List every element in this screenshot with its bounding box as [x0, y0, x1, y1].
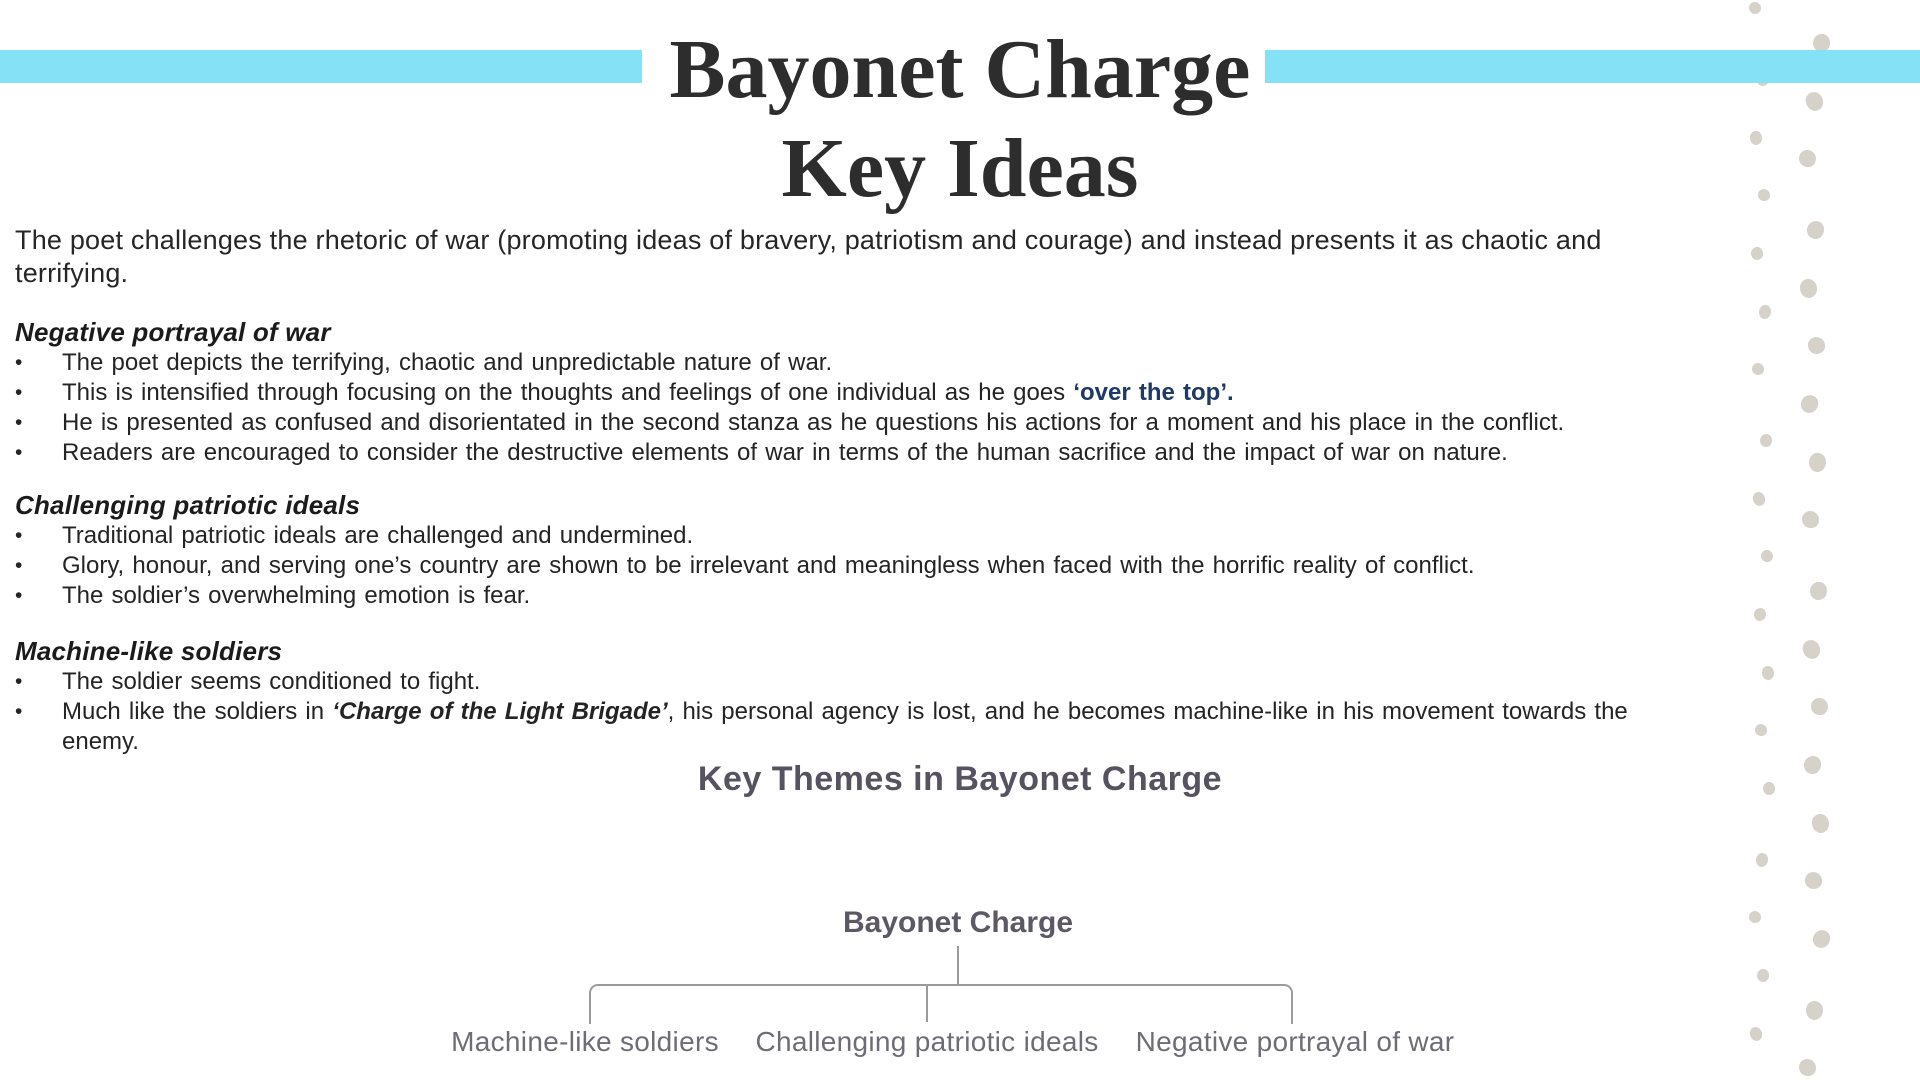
intro-paragraph: The poet challenges the rhetoric of war (promoting ideas of bravery, patriotism and courage) and instead presents it as chaotic and terrifying.: [15, 225, 1602, 288]
bullet-marker: •: [15, 441, 23, 464]
decorative-dot: [1759, 548, 1774, 563]
bullet-item: [15, 438, 1705, 468]
decorative-dot: [1757, 304, 1772, 321]
bullet-list: [15, 667, 1705, 757]
decorative-dot: [1809, 696, 1830, 717]
decorative-dot: [1753, 607, 1767, 622]
highlighted-text-segment: ‘over the top’.: [1073, 379, 1234, 406]
decorative-dot: [1752, 491, 1767, 507]
bullet-item: [15, 667, 1705, 697]
diagram-middle-stem-line: [926, 986, 928, 1022]
bullet-marker: •: [15, 554, 23, 577]
bullet-item: [15, 348, 1705, 378]
bullet-item: [15, 697, 1705, 757]
bullet-item: [15, 551, 1705, 581]
bullet-text: [62, 667, 1705, 697]
diagram-bracket-line: [589, 984, 1293, 1024]
decorative-dot: [1803, 870, 1823, 890]
decorative-dot: [1802, 511, 1819, 528]
section-heading: Machine-like soldiers: [15, 636, 283, 666]
decorative-dot: [1799, 393, 1821, 416]
bullet-list: [15, 521, 1705, 611]
bullet-marker: •: [15, 700, 23, 723]
diagram-root-node: Bayonet Charge: [842, 906, 1074, 939]
bullet-item: [15, 521, 1705, 551]
bullet-item: [15, 378, 1705, 408]
decorative-dot: [1806, 220, 1825, 240]
decorative-dot: [1799, 1059, 1816, 1076]
text-segment: He is presented as confused and disorientated in the second stanza as he questions his actions for a moment and his place in the conflict.: [62, 409, 1565, 436]
text-segment: Much like the soldiers in: [62, 698, 333, 725]
bullet-text: [62, 438, 1705, 468]
content-section: [15, 316, 1721, 468]
decorative-dot: [1805, 1000, 1825, 1021]
bullet-text: [62, 348, 1705, 378]
bullet-text: [62, 521, 1705, 551]
text-segment: The soldier’s overwhelming emotion is fear.: [62, 582, 531, 609]
diagram-title: Key Themes in Bayonet Charge: [697, 760, 1223, 798]
decorative-dot: [1800, 279, 1818, 299]
text-segment: The poet depicts the terrifying, chaotic and unpredictable nature of war.: [62, 349, 833, 376]
decorative-dot: [1807, 452, 1827, 474]
bullet-text: [62, 378, 1705, 408]
bullet-marker: •: [15, 524, 23, 547]
diagram-child-challenging-patriotic-ideals: Challenging patriotic ideals: [755, 1026, 1099, 1057]
highlighted-text-segment: ‘Charge of the Light Brigade’: [332, 698, 668, 725]
decorative-dot: [1749, 1026, 1764, 1042]
bullet-marker: •: [15, 381, 23, 404]
bullet-marker: •: [15, 351, 23, 374]
sections-container: [15, 316, 1721, 757]
bullet-item: [15, 581, 1705, 611]
bullet-list: [15, 348, 1705, 468]
decorative-dot: [1762, 666, 1774, 680]
text-segment: Traditional patriotic ideals are challenged and undermined.: [62, 522, 694, 549]
text-segment: The soldier seems conditioned to fight.: [62, 668, 481, 695]
decorative-dot: [1754, 723, 1768, 737]
decorative-dot: [1751, 362, 1764, 375]
decorative-dot: [1811, 928, 1833, 950]
decorative-dot: [1747, 0, 1762, 15]
text-segment: , his personal agency is lost, and he becomes machine-like in his movement towards the enemy.: [62, 698, 1628, 755]
decorative-dot: [1809, 581, 1828, 601]
bullet-text: [62, 551, 1705, 581]
text-segment: Glory, honour, and serving one’s country are shown to be irrelevant and meaningless when faced with the horrific reality of conflict.: [62, 552, 1475, 579]
decorative-dot: [1760, 434, 1773, 448]
bullet-marker: •: [15, 584, 23, 607]
decorative-dot: [1806, 335, 1826, 355]
diagram-child-negative-portrayal-of-war: Negative portrayal of war: [1135, 1026, 1455, 1057]
bullet-text: [62, 408, 1705, 438]
slide-title: [0, 20, 1920, 218]
content-section: [15, 489, 1721, 611]
decorative-dot: [1749, 246, 1764, 262]
section-heading: Challenging patriotic ideals: [15, 490, 361, 520]
slide-body: [15, 224, 1721, 757]
text-segment: This is intensified through focusing on the thoughts and feelings of one individual as he goes: [62, 379, 1074, 406]
decorative-dot: [1754, 852, 1769, 868]
bullet-item: [15, 408, 1705, 438]
decorative-dot: [1801, 638, 1823, 661]
diagram-child-machine-like-soldiers: Machine-like soldiers: [451, 1026, 719, 1057]
slide-title-line2: Key Ideas: [781, 122, 1139, 215]
bullet-text: [62, 581, 1705, 611]
bullet-marker: •: [15, 411, 23, 434]
decorative-dot: [1757, 969, 1770, 983]
decorative-dot: [1748, 910, 1761, 923]
decorative-dot: [1811, 813, 1829, 833]
bullet-marker: •: [15, 670, 23, 693]
section-heading: Negative portrayal of war: [15, 317, 331, 347]
slide-title-line1: Bayonet Charge: [669, 23, 1251, 116]
diagram-root-stem-line: [957, 946, 959, 985]
bullet-text: [62, 697, 1705, 757]
text-segment: Readers are encouraged to consider the destructive elements of war in terms of the human sacrifice and the impact of war on nature.: [62, 439, 1508, 466]
content-section: [15, 635, 1721, 757]
